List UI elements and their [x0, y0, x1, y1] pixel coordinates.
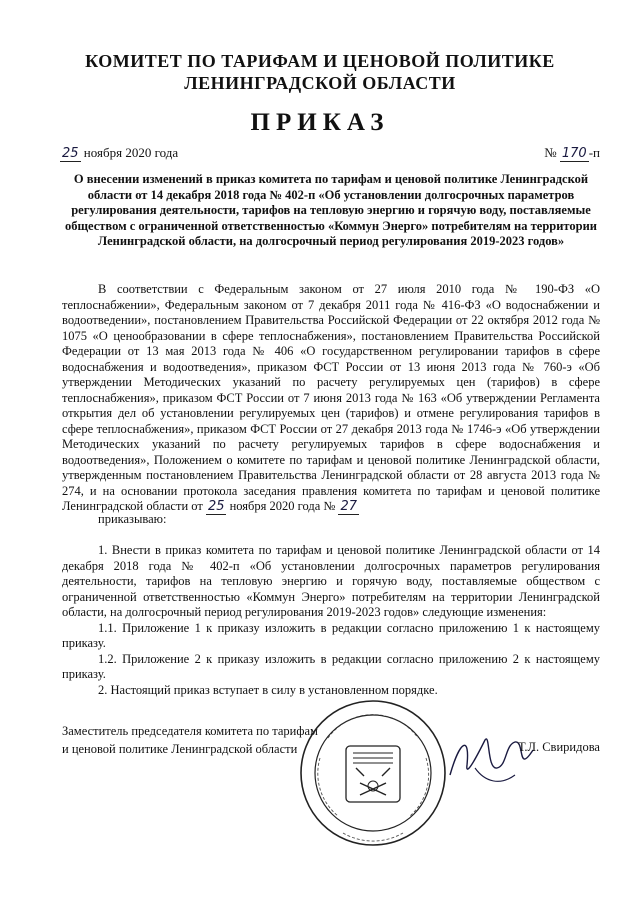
number-prefix: №	[544, 145, 557, 160]
preamble-text-mid: ноября 2020 года №	[229, 499, 336, 513]
order-item: 2. Настоящий приказ вступает в силу в установленном порядке.	[98, 682, 438, 697]
preamble-text: В соответствии с Федеральным законом от 27 июля 2010 года № 190-ФЗ «О теплоснабжении», Федеральным законом от 7 декабря 2011 года № 416-ФЗ «О водоснабжении и водоотведении», постановлением Правительства Российской Федерации от 22 октября 2012 года № 1075 «О ценообразовании в сфере теплоснабжения», постановлением Правительства Российской Федерации от 13 мая 2013 года № 406 «О государственном регулировании тарифов в сфере водоснабжения и водоотведения», приказом ФСТ России от 13 июня 2013 года № 760-э «Об утверждении Методических указаний по расчету регулируемых цен (тарифов) в сфере теплоснабжения», приказом ФСТ России от 7 июня 2013 года № 163 «Об утверждении Регламента открытия дел об установлении регулируемых цен (тарифов) и отмене регулирования тарифов в сфере теплоснабжения», приказом ФСТ России от 27 декабря 2013 года № 1746-э «Об утверждении Методических указаний по расчету регулируемых тарифов в сфере водоснабжения и водоотведения», Положением о комитете по тарифам и ценовой политике Ленинградской области, утвержденным постановлением Правительства Ленинградской области от 28 августа 2013 года № 274, и на основании протокола заседания правления комитета по тарифам и ценовой политике Ленинградской области от	[62, 282, 600, 513]
order-item: 1.2. Приложение 2 к приказу изложить в редакции согласно приложению 2 к настоящему приказу.	[62, 651, 600, 681]
order-item: 1. Внести в приказ комитета по тарифам и ценовой политике Ленинградской области от 14 декабря 2018 года № 402-п «Об установлении долгосрочных параметров регулирования деятельности, тарифов на тепловую энергию и горячую воду, поставляемые обществом с ограниченной ответственностью «Коммун Энерго» потребителям на территории Ленинградской области, на долгосрочный период регулирования 2019-2023 годов» следующие изменения:	[62, 543, 600, 619]
preamble-paragraph	[62, 282, 600, 515]
official-seal-icon	[298, 698, 448, 848]
signatory-name: Т.Л. Свиридова	[517, 740, 600, 754]
meeting-number-handwritten: 27	[340, 499, 358, 514]
handwritten-signature-icon	[445, 720, 540, 795]
org-line-1: КОМИТЕТ ПО ТАРИФАМ И ЦЕНОВОЙ ПОЛИТИКЕ	[85, 51, 555, 71]
order-item: 1.1. Приложение 1 к приказу изложить в редакции согласно приложению 1 к настоящему приказу.	[62, 620, 600, 650]
document-title: ПРИКАЗ	[250, 109, 390, 136]
date-day-handwritten: 25	[62, 146, 79, 161]
document-date	[60, 145, 178, 161]
number-suffix: -п	[588, 145, 600, 160]
date-rest: ноября 2020 года	[83, 145, 179, 160]
org-line-2: ЛЕНИНГРАДСКОЙ ОБЛАСТИ	[184, 73, 456, 93]
signatory-position	[62, 722, 318, 758]
order-items	[62, 543, 600, 698]
number-handwritten: 170	[561, 146, 587, 161]
organization-name	[0, 50, 640, 94]
meeting-day-handwritten: 25	[207, 499, 225, 514]
position-line-2: и ценовой политике Ленинградской области	[62, 742, 298, 756]
decree-word: приказываю:	[98, 512, 167, 526]
date-number-line	[60, 145, 600, 163]
document-subject: О внесении изменений в приказ комитета по тарифам и ценовой политике Ленинградской области от 14 декабря 2018 года № 402-п «Об установлении долгосрочных параметров регулирования деятельности, тарифов на тепловую энергию и горячую воду, поставляемые обществом с ограниченной ответственностью «Коммун Энерго» потребителям на территории Ленинградской области, на долгосрочный период регулирования 2019-2023 годов»	[64, 172, 598, 248]
position-line-1: Заместитель председателя комитета по тарифам	[62, 724, 318, 738]
document-number	[544, 145, 600, 161]
